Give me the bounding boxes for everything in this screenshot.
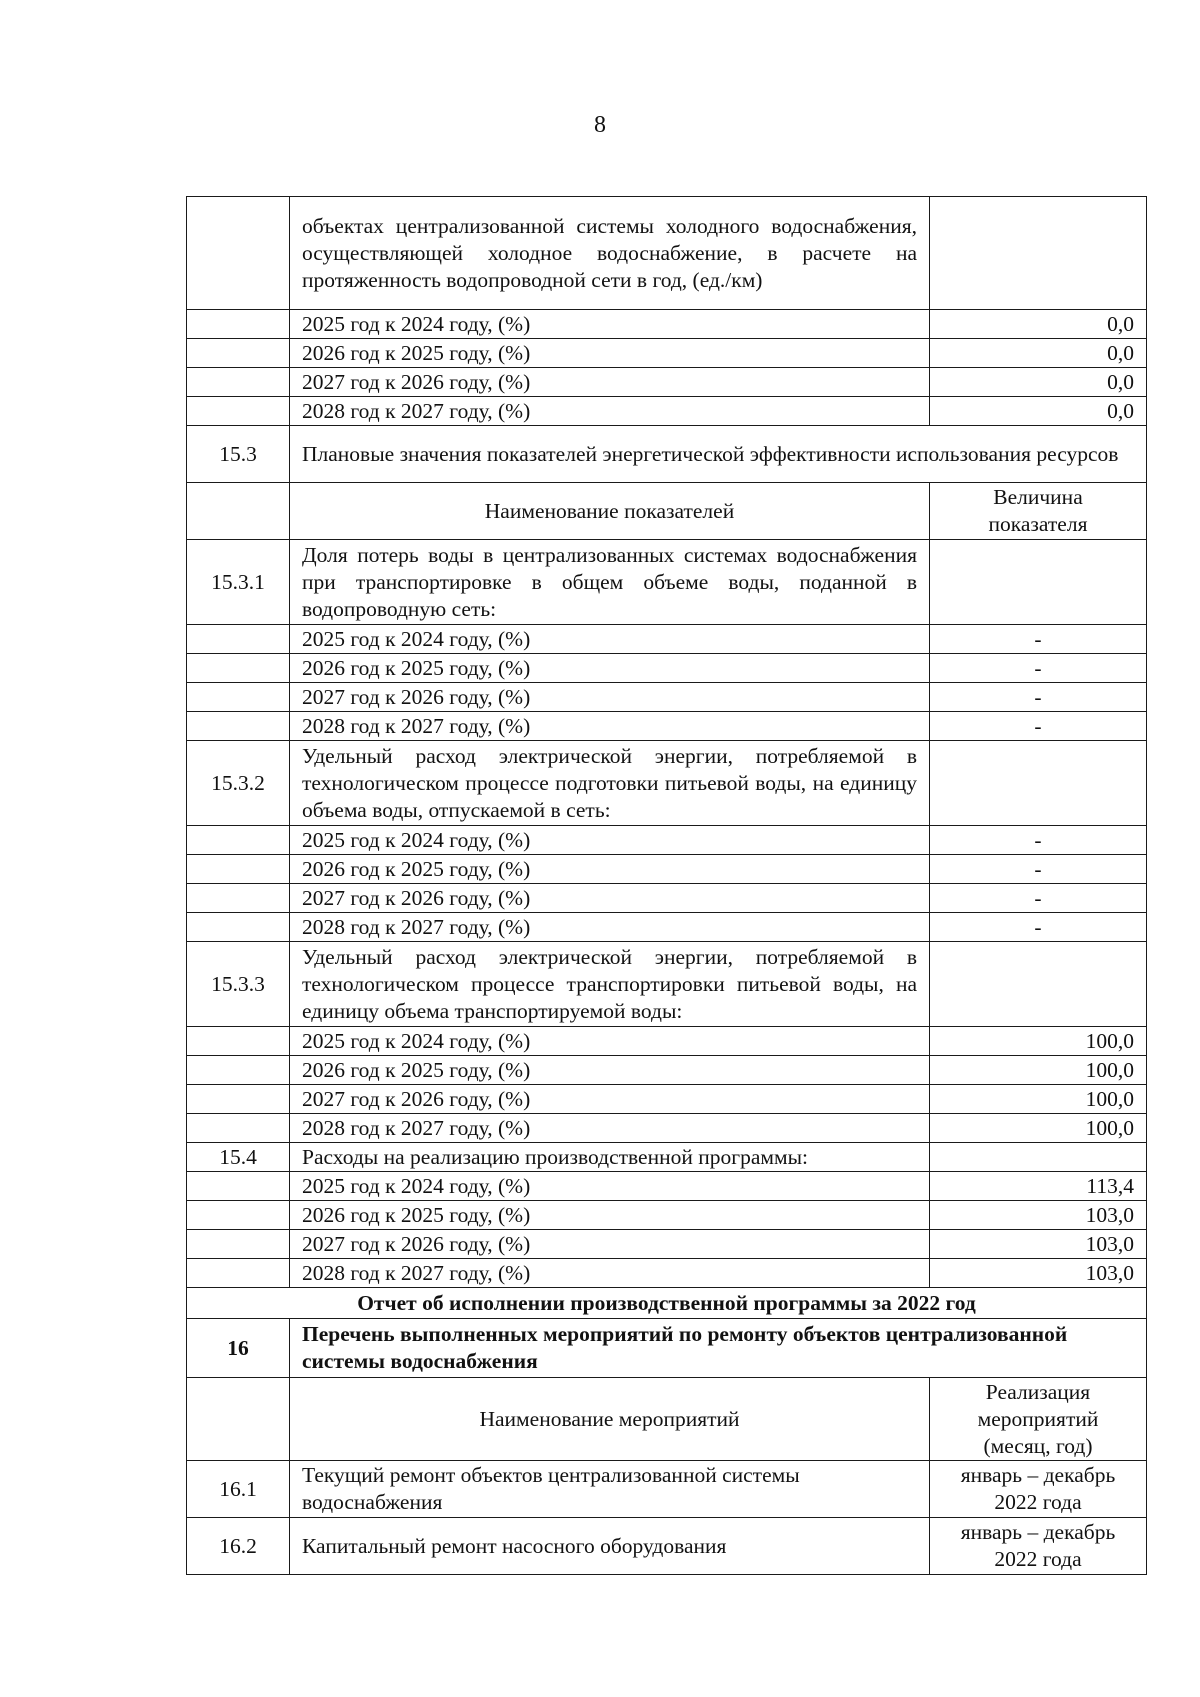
indicator-value: 0,0 bbox=[930, 397, 1147, 426]
empty-cell bbox=[187, 483, 290, 540]
indicator-text: Расходы на реализацию производственной программы: bbox=[290, 1143, 930, 1172]
indicator-text: объектах централизованной системы холодного водоснабжения, осуществляющей холодное водоснабжение, в расчете на протяженность водопроводной сети в год, (ед./км) bbox=[290, 197, 930, 310]
item-name: Текущий ремонт объектов централизованной системы водоснабжения bbox=[290, 1461, 930, 1518]
indicator-value: - bbox=[930, 654, 1147, 683]
section-title: Плановые значения показателей энергетической эффективности использования ресурсов bbox=[290, 426, 1147, 483]
indicator-value: - bbox=[930, 826, 1147, 855]
item-number: 16.2 bbox=[187, 1518, 290, 1575]
indicator-value: 113,4 bbox=[930, 1172, 1147, 1201]
year-label: 2026 год к 2025 году, (%) bbox=[290, 855, 930, 884]
indicator-value: 0,0 bbox=[930, 339, 1147, 368]
year-label: 2028 год к 2027 году, (%) bbox=[290, 913, 930, 942]
column-header-name: Наименование показателей bbox=[290, 483, 930, 540]
empty-cell bbox=[930, 540, 1147, 625]
year-label: 2027 год к 2026 году, (%) bbox=[290, 1085, 930, 1114]
indicator-value: 100,0 bbox=[930, 1027, 1147, 1056]
empty-cell bbox=[930, 1143, 1147, 1172]
empty-cell bbox=[187, 913, 290, 942]
year-label: 2025 год к 2024 году, (%) bbox=[290, 625, 930, 654]
indicator-value: - bbox=[930, 625, 1147, 654]
item-period: январь – декабрь 2022 года bbox=[930, 1461, 1147, 1518]
year-label: 2028 год к 2027 году, (%) bbox=[290, 1259, 930, 1288]
indicator-value: 100,0 bbox=[930, 1056, 1147, 1085]
empty-cell bbox=[187, 625, 290, 654]
empty-cell bbox=[187, 826, 290, 855]
empty-cell bbox=[187, 1378, 290, 1461]
empty-cell bbox=[930, 942, 1147, 1027]
year-label: 2028 год к 2027 году, (%) bbox=[290, 397, 930, 426]
indicator-value: - bbox=[930, 913, 1147, 942]
section-number: 16 bbox=[187, 1319, 290, 1378]
page-number: 8 bbox=[594, 112, 606, 138]
empty-cell bbox=[187, 1027, 290, 1056]
empty-cell bbox=[187, 1259, 290, 1288]
section-number: 15.3.1 bbox=[187, 540, 290, 625]
empty-cell bbox=[187, 397, 290, 426]
year-label: 2027 год к 2026 году, (%) bbox=[290, 1230, 930, 1259]
section-number: 15.3.2 bbox=[187, 741, 290, 826]
item-number: 16.1 bbox=[187, 1461, 290, 1518]
empty-cell bbox=[187, 1085, 290, 1114]
section-number: 15.4 bbox=[187, 1143, 290, 1172]
indicator-value: - bbox=[930, 855, 1147, 884]
indicator-value: - bbox=[930, 712, 1147, 741]
indicator-value: 103,0 bbox=[930, 1201, 1147, 1230]
column-header-value: Величина показателя bbox=[930, 483, 1147, 540]
year-label: 2025 год к 2024 году, (%) bbox=[290, 310, 930, 339]
section-title: Перечень выполненных мероприятий по ремонту объектов централизованной системы водоснабжения bbox=[290, 1319, 1147, 1378]
empty-cell bbox=[930, 741, 1147, 826]
empty-cell bbox=[930, 197, 1147, 310]
year-label: 2028 год к 2027 году, (%) bbox=[290, 712, 930, 741]
indicator-value: 0,0 bbox=[930, 310, 1147, 339]
indicator-value: - bbox=[930, 884, 1147, 913]
section-number: 15.3.3 bbox=[187, 942, 290, 1027]
indicator-text: Удельный расход электрической энергии, потребляемой в технологическом процессе транспортировки питьевой воды, на единицу объема транспортируемой воды: bbox=[290, 942, 930, 1027]
item-period: январь – декабрь 2022 года bbox=[930, 1518, 1147, 1575]
empty-cell bbox=[187, 197, 290, 310]
empty-cell bbox=[187, 712, 290, 741]
year-label: 2026 год к 2025 году, (%) bbox=[290, 339, 930, 368]
indicator-value: 103,0 bbox=[930, 1230, 1147, 1259]
year-label: 2026 год к 2025 году, (%) bbox=[290, 1201, 930, 1230]
indicators-table bbox=[186, 196, 1147, 1575]
indicator-value: 100,0 bbox=[930, 1114, 1147, 1143]
column-header-name: Наименование мероприятий bbox=[290, 1378, 930, 1461]
report-title: Отчет об исполнении производственной программы за 2022 год bbox=[187, 1288, 1147, 1319]
empty-cell bbox=[187, 884, 290, 913]
column-header-period: Реализация мероприятий (месяц, год) bbox=[930, 1378, 1147, 1461]
empty-cell bbox=[187, 1230, 290, 1259]
empty-cell bbox=[187, 654, 290, 683]
indicator-text: Доля потерь воды в централизованных системах водоснабжения при транспортировке в общем объеме воды, поданной в водопроводную сеть: bbox=[290, 540, 930, 625]
empty-cell bbox=[187, 1056, 290, 1085]
year-label: 2025 год к 2024 году, (%) bbox=[290, 826, 930, 855]
empty-cell bbox=[187, 1114, 290, 1143]
empty-cell bbox=[187, 855, 290, 884]
year-label: 2025 год к 2024 году, (%) bbox=[290, 1027, 930, 1056]
year-label: 2027 год к 2026 году, (%) bbox=[290, 884, 930, 913]
empty-cell bbox=[187, 1201, 290, 1230]
year-label: 2026 год к 2025 году, (%) bbox=[290, 1056, 930, 1085]
indicator-text: Удельный расход электрической энергии, потребляемой в технологическом процессе подготовки питьевой воды, на единицу объема воды, отпускаемой в сеть: bbox=[290, 741, 930, 826]
empty-cell bbox=[187, 310, 290, 339]
year-label: 2027 год к 2026 году, (%) bbox=[290, 683, 930, 712]
indicator-value: - bbox=[930, 683, 1147, 712]
year-label: 2027 год к 2026 году, (%) bbox=[290, 368, 930, 397]
empty-cell bbox=[187, 339, 290, 368]
indicator-value: 0,0 bbox=[930, 368, 1147, 397]
empty-cell bbox=[187, 1172, 290, 1201]
year-label: 2025 год к 2024 году, (%) bbox=[290, 1172, 930, 1201]
empty-cell bbox=[187, 683, 290, 712]
indicator-value: 103,0 bbox=[930, 1259, 1147, 1288]
indicator-value: 100,0 bbox=[930, 1085, 1147, 1114]
section-number: 15.3 bbox=[187, 426, 290, 483]
year-label: 2028 год к 2027 году, (%) bbox=[290, 1114, 930, 1143]
year-label: 2026 год к 2025 году, (%) bbox=[290, 654, 930, 683]
item-name: Капитальный ремонт насосного оборудования bbox=[290, 1518, 930, 1575]
empty-cell bbox=[187, 368, 290, 397]
